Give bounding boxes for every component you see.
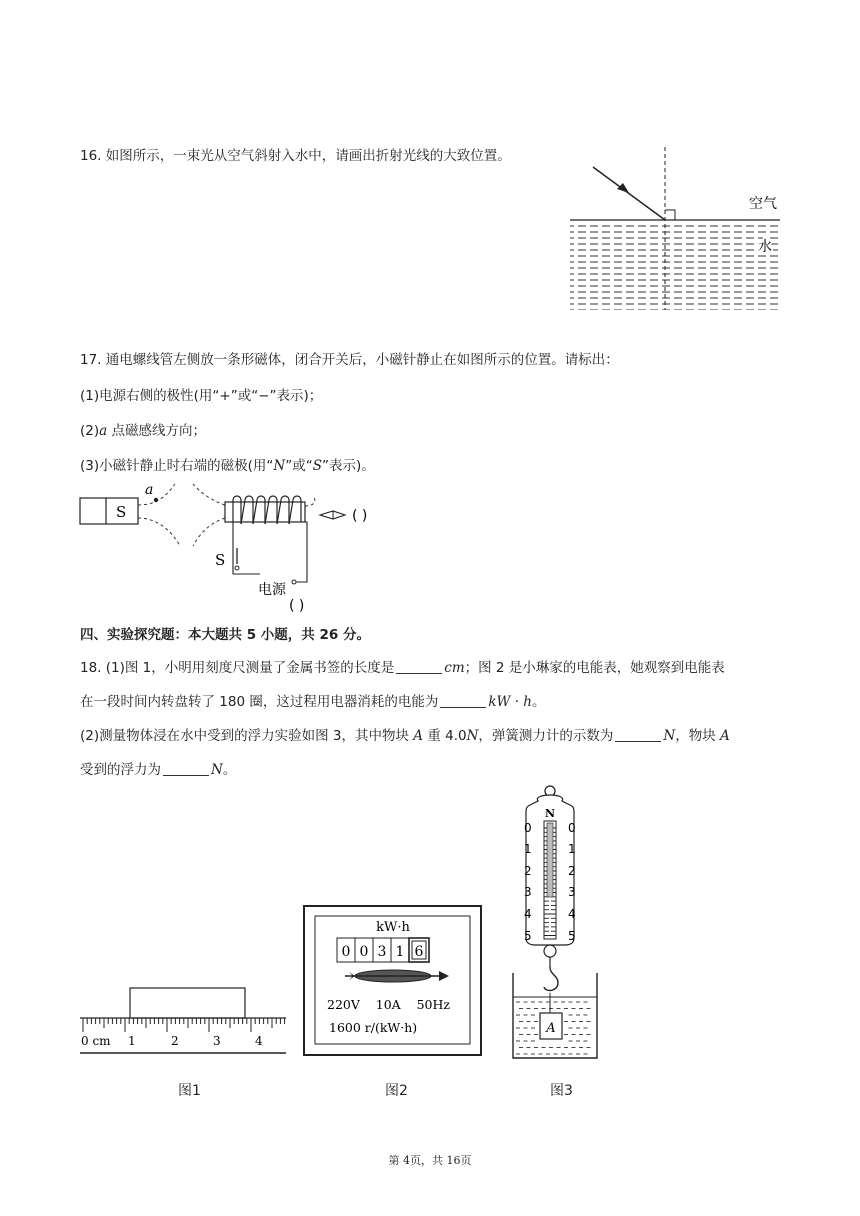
fig3-caption: 图3 (550, 1083, 573, 1099)
meter-spec2: 1600 r/(kW·h) (329, 1020, 418, 1035)
q18-line4: 受到的浮力为 N。 (80, 762, 237, 778)
svg-text:0: 0 (341, 944, 351, 960)
answer-blank[interactable] (163, 761, 209, 776)
q17-item3: (3)小磁针静止时右端的磁极(用“N”或“S”表示)。 (80, 458, 375, 474)
meter-unit: kW·h (376, 920, 410, 935)
ruler-label: 0 cm (81, 1034, 111, 1048)
fig2-energy-meter (303, 905, 483, 1057)
q18-line1: 18. (1)图 1，小明用刻度尺测量了金属书签的长度是 cm；图 2 是小琳家的电能表，她观察到电能表 (80, 660, 725, 676)
svg-text:6: 6 (414, 944, 424, 960)
page-footer: 第 4页，共 16页 (388, 1154, 472, 1167)
svg-text:1: 1 (524, 842, 532, 856)
svg-text:1: 1 (395, 944, 405, 960)
ruler-label: 1 (128, 1034, 136, 1048)
svg-text:1: 1 (568, 842, 576, 856)
metal-bookmark (130, 988, 245, 1018)
fig3-spring-scale (510, 783, 605, 1065)
ruler-label: 2 (171, 1034, 179, 1048)
fig2-caption: 图2 (385, 1083, 408, 1099)
answer-blank[interactable] (440, 693, 486, 708)
answer-blank[interactable] (615, 727, 661, 742)
magnet-pole-label: S (116, 503, 127, 521)
water-region (570, 220, 780, 310)
label-air: 空气 (749, 196, 777, 212)
svg-text:5: 5 (568, 929, 576, 943)
svg-text:3: 3 (568, 885, 576, 899)
power-label: 电源 (258, 582, 286, 598)
svg-text:4: 4 (524, 907, 532, 921)
svg-text:0: 0 (359, 944, 369, 960)
q18-line2: 在一段时间内转盘转了 180 圈，这过程用电器消耗的电能为 kW · h。 (80, 694, 546, 710)
q17-solenoid-diagram (75, 478, 405, 613)
point-a-label: a (145, 482, 154, 498)
right-angle-mark (665, 210, 675, 220)
fig1-ruler (78, 985, 293, 1060)
ray-arrow-icon (617, 183, 629, 193)
meter-digits (337, 938, 429, 962)
label-water: 水 (758, 239, 772, 255)
svg-text:0: 0 (524, 821, 532, 835)
field-line (193, 484, 225, 505)
svg-text:0: 0 (568, 821, 576, 835)
needle-answer-paren: ( ) (352, 508, 368, 524)
svg-text:3: 3 (377, 944, 387, 960)
q18-line3: (2)测量物体浸在水中受到的浮力实验如图 3，其中物块 A 重 4.0N，弹簧测力计的示数为 N，物块 A (80, 728, 730, 744)
scale-unit: N (544, 807, 556, 820)
svg-text:2: 2 (524, 864, 532, 878)
q17-stem: 17. 通电螺线管左侧放一条形磁体，闭合开关后，小磁针静止在如图所示的位置。请标出： (80, 352, 619, 368)
scale-hook (544, 967, 558, 990)
section4-title: 四、实验探究题：本大题共 5 小题，共 26 分。 (80, 627, 370, 643)
svg-text:2: 2 (568, 864, 576, 878)
fig1-caption: 图1 (178, 1083, 201, 1099)
ruler-label: 4 (255, 1034, 263, 1048)
svg-text:4: 4 (568, 907, 576, 921)
point-a (154, 498, 158, 502)
meter-spec1: 220V 10A 50Hz (327, 997, 450, 1012)
svg-text:5: 5 (524, 929, 532, 943)
spring (547, 823, 553, 897)
q17-item1: (1)电源右侧的极性(用“+”或“−”表示)； (80, 388, 323, 404)
svg-text:3: 3 (524, 885, 532, 899)
q16-refraction-diagram (565, 145, 790, 315)
field-line (193, 518, 225, 546)
power-answer-paren: ( ) (289, 598, 305, 613)
field-line (138, 518, 180, 546)
ruler-label: 3 (213, 1034, 221, 1048)
switch-label: S (215, 551, 226, 569)
answer-blank[interactable] (396, 659, 442, 674)
bar-magnet (80, 498, 138, 524)
incident-ray (593, 167, 665, 220)
q17-item2: (2)a 点磁感线方向； (80, 423, 206, 439)
q16-text: 16. 如图所示，一束光从空气斜射入水中，请画出折射光线的大致位置。 (80, 148, 511, 164)
block-label: A (546, 1021, 556, 1036)
